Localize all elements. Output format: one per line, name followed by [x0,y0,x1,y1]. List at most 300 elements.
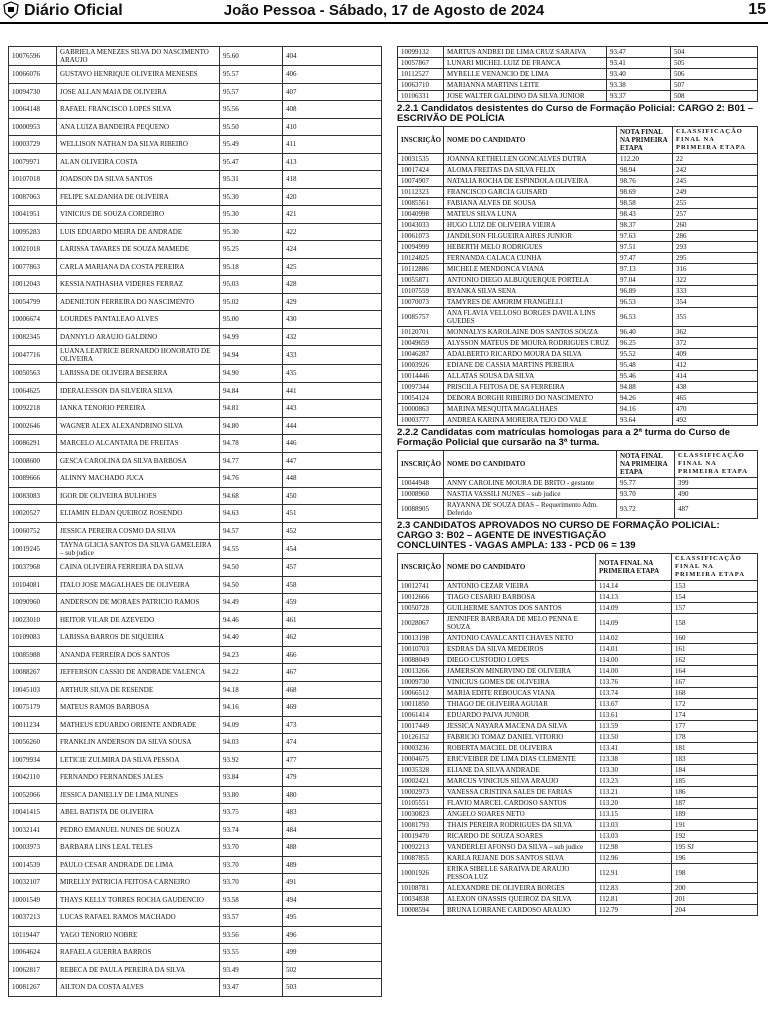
cell-inscricao: 10003236 [398,743,444,754]
cell-classificacao: 448 [283,470,382,488]
cell-inscricao: 10104081 [9,576,57,594]
cell-nota: 94.90 [220,365,283,383]
cell-nota: 93.38 [607,80,671,91]
table-row [9,311,382,329]
table-row [398,765,758,776]
table-row [398,242,758,253]
cell-nome: ELIANE DA SILVA ANDRADE [444,765,596,776]
table-row [9,101,382,119]
cell-nome: JOSE ALLAN MAIA DE OLIVEIRA [57,83,220,101]
cell-nome: ERIKA SIBELLE SARAIVA DE ARAUJO PESSOA LUZ [444,864,596,883]
cell-inscricao: 10107018 [9,171,57,189]
table-row [9,629,382,647]
cell-inscricao: 10081793 [398,820,444,831]
cell-classificacao: 452 [283,522,382,540]
cell-nome: THAIS PEREIRA RODRIGUES DA SILVA [444,820,596,831]
cell-classificacao: 457 [283,559,382,577]
cell-classificacao: 249 [673,187,758,198]
cell-nota: 112.91 [596,864,672,883]
cell-nota: 113.61 [596,710,672,721]
cell-inscricao: 10076596 [9,47,57,66]
cell-classificacao: 474 [283,734,382,752]
cell-nome: ANTONIO CEZAR VIEIRA [444,581,596,592]
table-row [398,883,758,894]
cell-nota: 94.26 [617,393,673,404]
table-row [9,276,382,294]
cell-classificacao: 506 [671,69,758,80]
cell-classificacao: 409 [673,349,758,360]
table-row [398,338,758,349]
table-row [398,831,758,842]
cell-nome: MICHELE MENDONCA VIANA [444,264,617,275]
cell-nota: 95.77 [617,478,675,489]
column-header: NOME DO CANDIDATO [444,451,617,478]
table-row [9,188,382,206]
cell-nome: RAYANNA DE SOUZA DIAS – Requerimento Adm. Deferido [444,500,617,519]
cell-classificacao: 444 [283,417,382,435]
cell-nome: TIAGO CESARIO BARBOSA [444,592,596,603]
header-date: João Pessoa - Sábado, 17 de Agosto de 2024 [223,2,545,19]
cell-classificacao: 177 [672,721,758,732]
cell-classificacao: 418 [283,171,382,189]
page-number: 15 [748,1,766,18]
cell-nome: KESSIA NATHASHA VIDERES FERRAZ [57,276,220,294]
right-column [397,46,757,916]
table-row [9,681,382,699]
cell-inscricao: 10041415 [9,804,57,822]
cell-nota: 93.56 [220,926,283,944]
cell-nota: 98.37 [617,220,673,231]
cell-inscricao: 10066076 [9,66,57,84]
cell-inscricao: 10002646 [9,417,57,435]
cell-inscricao: 10081267 [9,979,57,997]
cell-inscricao: 10089666 [9,470,57,488]
table-row [398,809,758,820]
table-row [398,721,758,732]
cell-nota: 95.31 [220,171,283,189]
cell-nome: JENNIFER BARBARA DE MELO PENNA E SOUZA [444,614,596,633]
cell-nota: 94.77 [220,452,283,470]
cell-nota: 114.02 [596,633,672,644]
cell-classificacao: 433 [283,346,382,365]
table-row [9,365,382,383]
cell-nota: 94.88 [617,382,673,393]
cell-nome: HEBERTH MELO RODRIGUES [444,242,617,253]
cell-inscricao: 10120701 [398,327,444,338]
cell-nome: MARIANNA MARTINS LEITE [444,80,607,91]
cell-classificacao: 410 [283,118,382,136]
cell-classificacao: 503 [283,979,382,997]
cell-nota: 94.03 [220,734,283,752]
column-header: INSCRIÇÃO [398,127,444,154]
cell-nome: ALEXON ONASSIS QUEIROZ DA SILVA [444,894,596,905]
cell-classificacao: 185 [672,776,758,787]
table-row [398,209,758,220]
cell-classificacao: 192 [672,831,758,842]
cell-nome: FELIPE SALDANHA DE OLIVEIRA [57,188,220,206]
cell-nome: LETICIE ZULMIRA DA SILVA PESSOA [57,751,220,769]
table-row [398,614,758,633]
cell-inscricao: 10112886 [398,264,444,275]
cell-inscricao: 10092213 [398,842,444,853]
cell-nota: 114.09 [596,614,672,633]
section-subtitle-vagas: CONCLUINTES - VAGAS AMPLA: 133 - PCD 06 = 139 [397,540,636,551]
cell-nota: 94.50 [220,559,283,577]
cell-nota: 96.25 [617,338,673,349]
cell-nome: JANDILSON FILGUEIRA AIRES JUNIOR [444,231,617,242]
table-row [9,435,382,453]
cell-nota: 114.00 [596,666,672,677]
cell-nota: 95.30 [220,223,283,241]
cell-nome: MARIA EDITE REBOUCAS VIANA [444,688,596,699]
cell-nome: WAGNER ALEX ALEXANDRINO SILVA [57,417,220,435]
cell-classificacao: 429 [283,293,382,311]
cell-inscricao: 10062817 [9,961,57,979]
cell-classificacao: 483 [283,804,382,822]
cell-nome: VANDERLEI AFONSO DA SILVA – sub judice [444,842,596,853]
cell-classificacao: 465 [673,393,758,404]
cell-nota: 93.72 [617,500,675,519]
cell-nome: MIRELLY PATRICIA FEITOSA CARNEIRO [57,874,220,892]
cell-inscricao: 10088905 [398,500,444,519]
table-row [398,478,758,489]
cell-classificacao: 154 [672,592,758,603]
cell-nome: CARLA MARIANA DA COSTA PEREIRA [57,258,220,276]
cell-nome: LUNARI MICHEL LUIZ DE FRANCA [444,58,607,69]
table-row [398,489,758,500]
cell-nome: ELIAMIN ELDAN QUEIROZ ROSENDO [57,505,220,523]
cell-nota: 94.81 [220,400,283,418]
cell-classificacao: 160 [672,633,758,644]
column-header: NOTA FINAL NA PRIMEIRA ETAPA [617,127,673,154]
cell-nota: 113.20 [596,798,672,809]
table-row [398,905,758,916]
cell-classificacao: 372 [673,338,758,349]
cell-nome: GABRIELA MENEZES SILVA DO NASCIMENTO ARAUJO [57,47,220,66]
table-header-row [398,554,758,581]
cell-inscricao: 10003973 [9,839,57,857]
cell-classificacao: 479 [283,769,382,787]
table-row [398,842,758,853]
cell-nota: 96.53 [617,297,673,308]
cell-inscricao: 10002973 [398,787,444,798]
column-header: INSCRIÇÃO [398,554,444,581]
table-row [398,264,758,275]
cell-nome: ESDRAS DA SILVA MEDEIROS [444,644,596,655]
cell-classificacao: 461 [283,611,382,629]
cell-nota: 93.57 [220,909,283,927]
cell-classificacao: 167 [672,677,758,688]
table-row [398,176,758,187]
cell-classificacao: 354 [673,297,758,308]
cell-classificacao: 172 [672,699,758,710]
cell-nome: ANTONIO CAVALCANTI CHAVES NETO [444,633,596,644]
table-row [398,393,758,404]
cell-inscricao: 10050728 [398,603,444,614]
cell-classificacao: 450 [283,487,382,505]
table-row [398,360,758,371]
table-row [9,83,382,101]
cell-classificacao: 467 [283,664,382,682]
cell-nome: BYANKA SILVA SENA [444,286,617,297]
table-row [398,743,758,754]
table-row [9,594,382,612]
cell-nota: 112.96 [596,853,672,864]
column-header: CLASSIFICAÇÃO FINAL NA PRIMEIRA ETAPA [673,127,758,154]
table-header-row [398,451,758,478]
cell-nota: 93.55 [220,944,283,962]
cell-inscricao: 10126152 [398,732,444,743]
cell-classificacao: 504 [671,47,758,58]
cell-classificacao: 432 [283,328,382,346]
cell-nota: 94.16 [220,699,283,717]
cell-classificacao: 435 [283,365,382,383]
cell-classificacao: 470 [673,404,758,415]
table-row [9,293,382,311]
cell-inscricao: 10047716 [9,346,57,365]
cell-classificacao: 469 [283,699,382,717]
cell-nota: 96.40 [617,327,673,338]
cell-inscricao: 10108781 [398,883,444,894]
cell-nome: IGOR DE OLIVEIRA BULHOES [57,487,220,505]
cell-classificacao: 316 [673,264,758,275]
table-row [398,864,758,883]
cell-inscricao: 10094999 [398,242,444,253]
table-row [9,118,382,136]
cell-nota: 93.80 [220,786,283,804]
cell-classificacao: 491 [283,874,382,892]
table-row [9,751,382,769]
cell-nome: CAINA OLIVEIRA FERREIRA DA SILVA [57,559,220,577]
cell-classificacao: 468 [283,681,382,699]
cell-inscricao: 10088049 [398,655,444,666]
table-row [9,699,382,717]
column-header: CLASSIFICAÇÃO FINAL NA PRIMEIRA ETAPA [672,554,758,581]
table-header-row [398,127,758,154]
table-row [9,206,382,224]
desistentes-table [397,126,758,426]
cell-classificacao: 462 [283,629,382,647]
table-row [9,734,382,752]
cell-inscricao: 10035328 [398,765,444,776]
cell-classificacao: 187 [672,798,758,809]
cell-inscricao: 10028067 [398,614,444,633]
cell-inscricao: 10107559 [398,286,444,297]
table-row [398,165,758,176]
cell-nome: ROBERTA MACIEL DE OLIVEIRA [444,743,596,754]
cell-nota: 94.16 [617,404,673,415]
right-continuation-table [397,46,758,102]
cell-inscricao: 10099132 [398,47,444,58]
cell-inscricao: 10030823 [398,809,444,820]
cell-nota: 112.20 [617,154,673,165]
cell-classificacao: 490 [675,489,758,500]
cell-inscricao: 10082345 [9,328,57,346]
cell-nota: 95.60 [220,47,283,66]
table-row [9,944,382,962]
cell-classificacao: 411 [283,136,382,154]
cell-nota: 114.01 [596,644,672,655]
cell-nome: RAFAEL FRANCISCO LOPES SILVA [57,101,220,119]
cell-nome: IANKA TENORIO PEREIRA [57,400,220,418]
cell-classificacao: 458 [283,576,382,594]
cell-nota: 113.59 [596,721,672,732]
table-row [398,253,758,264]
table-row [9,559,382,577]
cell-nome: LUCAS RAFAEL RAMOS MACHADO [57,909,220,927]
cell-nota: 95.30 [220,188,283,206]
cell-nome: PAULO CESAR ANDRADE DE LIMA [57,856,220,874]
table-row [9,417,382,435]
table-row [9,346,382,365]
cell-classificacao: 333 [673,286,758,297]
column-header: NOTA FINAL NA PRIMEIRA ETAPA [617,451,675,478]
cell-nome: LUIS EDUARDO MEIRA DE ANDRADE [57,223,220,241]
cell-classificacao: 399 [675,478,758,489]
section-title-desistentes: 2.2.1 Candidatos desistentes do Curso de Formação Policial: CARGO 2: B01 – ESCRIVÃO DE POLÍCIA [397,103,754,124]
cell-nota: 112.83 [596,883,672,894]
cell-classificacao: 466 [283,646,382,664]
cell-nota: 98.58 [617,198,673,209]
table-row [398,154,758,165]
cell-classificacao: 407 [283,83,382,101]
cell-nome: RAFAELA GUERRA BARROS [57,944,220,962]
cell-inscricao: 10011850 [398,699,444,710]
cell-nota: 113.76 [596,677,672,688]
cell-nota: 94.18 [220,681,283,699]
cell-inscricao: 10020527 [9,505,57,523]
cell-inscricao: 10012043 [9,276,57,294]
cell-nota: 97.04 [617,275,673,286]
cell-nome: JESSICA PEREIRA COSMO DA SILVA [57,522,220,540]
cell-nota: 94.99 [220,328,283,346]
column-header: INSCRIÇÃO [398,451,444,478]
table-row [9,786,382,804]
table-row [9,171,382,189]
section-title-homologas: 2.2.2 Candidatas com matrículas homologas para a 2ª turma do Curso de Formação Policial que cursarão na 3ª turma. [397,427,731,448]
cell-nome: LARISSA BARROS DE SIQUEIRA [57,629,220,647]
cell-inscricao: 10014446 [398,371,444,382]
table-row [9,891,382,909]
cell-nome: LARISSA DE OLIVEIRA BESERRA [57,365,220,383]
cell-inscricao: 10055871 [398,275,444,286]
cell-classificacao: 441 [283,382,382,400]
cell-classificacao: 492 [673,415,758,426]
cell-nota: 93.70 [220,856,283,874]
cell-nome: MYRELLE VENANCIO DE LIMA [444,69,607,80]
table-row [398,286,758,297]
cell-nome: THAYS KELLY TORRES ROCHA GAUDENCIO [57,891,220,909]
cell-nome: FERNANDO FERNANDES JALES [57,769,220,787]
cell-nota: 113.15 [596,809,672,820]
cell-nota: 93.70 [617,489,675,500]
cell-inscricao: 10066512 [398,688,444,699]
cell-nota: 94.76 [220,470,283,488]
table-row [9,522,382,540]
cell-inscricao: 10008600 [9,452,57,470]
table-row [9,400,382,418]
cell-nota: 93.47 [607,47,671,58]
cell-classificacao: 161 [672,644,758,655]
cell-inscricao: 10074907 [398,176,444,187]
table-row [9,47,382,66]
table-row [398,787,758,798]
cell-nome: ALAN OLIVEIRA COSTA [57,153,220,171]
table-row [398,500,758,519]
cell-classificacao: 257 [673,209,758,220]
table-row [9,664,382,682]
cell-nota: 95.18 [220,258,283,276]
cell-classificacao: 451 [283,505,382,523]
cell-nota: 95.03 [220,276,283,294]
cell-nota: 114.14 [596,581,672,592]
cell-nome: FRANKLIN ANDERSON DA SILVA SOUSA [57,734,220,752]
cell-classificacao: 430 [283,311,382,329]
cell-inscricao: 10031535 [398,154,444,165]
cell-classificacao: 153 [672,581,758,592]
table-row [9,839,382,857]
cell-nota: 93.70 [220,874,283,892]
cell-nome: MATHEUS EDUARDO ORIENTE ANDRADE [57,716,220,734]
column-header: NOME DO CANDIDATO [444,554,596,581]
cell-inscricao: 10008960 [398,489,444,500]
table-row [9,804,382,822]
table-row [398,688,758,699]
table-row [398,371,758,382]
cell-inscricao: 10010703 [398,644,444,655]
cell-nota: 112.79 [596,905,672,916]
table-row [9,470,382,488]
table-row [9,241,382,259]
cell-inscricao: 10079934 [9,751,57,769]
cell-inscricao: 10094730 [9,83,57,101]
cell-nome: JESSICA DANIELLY DE LIMA NUNES [57,786,220,804]
cell-inscricao: 10019245 [9,540,57,559]
cell-nota: 95.48 [617,360,673,371]
cell-classificacao: 196 [672,853,758,864]
cell-classificacao: 502 [283,961,382,979]
cell-classificacao: 489 [283,856,382,874]
cell-nome: FABIANA ALVES DE SOUSA [444,198,617,209]
cell-inscricao: 10119447 [9,926,57,944]
cell-nome: ADALBERTO RICARDO MOURA DA SILVA [444,349,617,360]
cell-nota: 94.49 [220,594,283,612]
cell-classificacao: 355 [673,308,758,327]
agente-table [397,553,758,916]
cell-classificacao: 473 [283,716,382,734]
cell-classificacao: 198 [672,864,758,883]
cell-inscricao: 10095283 [9,223,57,241]
cell-inscricao: 10003777 [398,415,444,426]
cell-nome: ERICVEIBER DE LIMA DIAS CLEMENTE [444,754,596,765]
table-row [9,821,382,839]
cell-inscricao: 10050563 [9,365,57,383]
cell-inscricao: 10061073 [398,231,444,242]
cell-nome: HEITOR VILAR DE AZEVEDO [57,611,220,629]
cell-nota: 95.52 [617,349,673,360]
table-row [9,716,382,734]
table-row [398,633,758,644]
table-row [9,382,382,400]
cell-nome: FERNANDA CALACA CUNHA [444,253,617,264]
cell-nome: ALINNY MACHADO JUCA [57,470,220,488]
cell-nome: ANDREA KARINA MOREIRA TEJO DO VALE [444,415,617,426]
cell-nome: VINICIUS GOMES DE OLIVEIRA [444,677,596,688]
cell-nota: 94.50 [220,576,283,594]
table-row [398,382,758,393]
cell-nome: ANNY CAROLINE MOURA DE BRITO - gestante [444,478,617,489]
cell-nome: NATALIA ROCHA DE ESPINDOLA OLIVEIRA [444,176,617,187]
